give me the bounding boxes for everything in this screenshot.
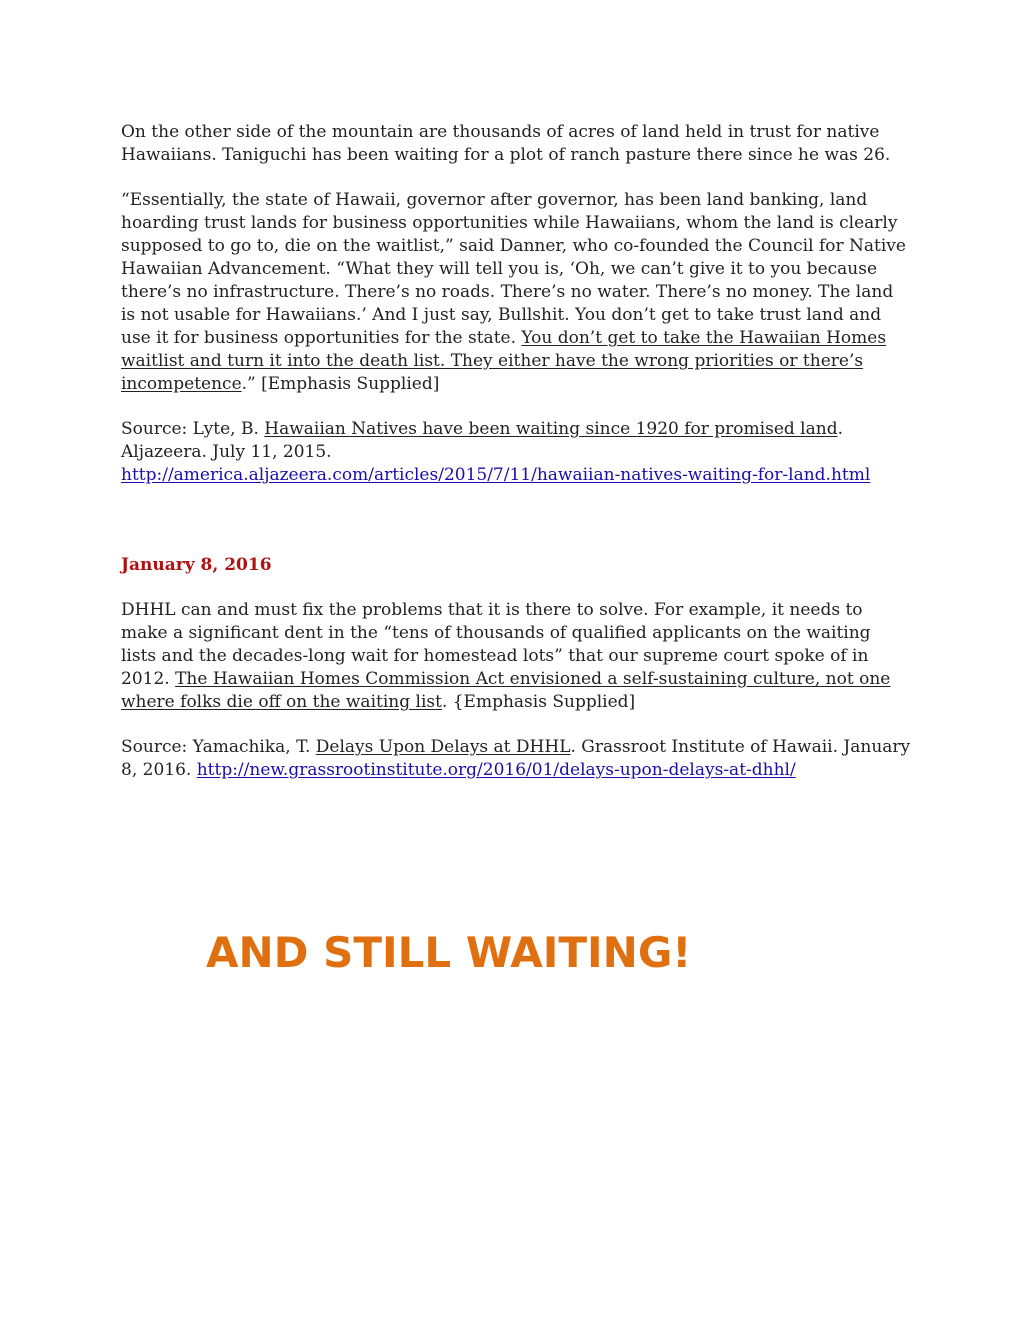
source-suffix: . Aljazeera. July 11, 2015. (121, 419, 843, 462)
emphasized-text: The Hawaiian Homes Commission Act envisioned a self-sustaining culture, not one where folks die off on the waiting list (121, 669, 891, 712)
paragraph-text: On the other side of the mountain are thousands of acres of land held in trust for native Hawaiians. Taniguchi has been waiting for a plot of ranch pasture there since he was 26. (121, 122, 891, 165)
paragraph-danner-quote (121, 189, 911, 396)
paragraph-tail: . {Emphasis Supplied] (441, 692, 636, 712)
quote-tail: .” [Emphasis Supplied] (241, 374, 440, 394)
source-link-grassroot[interactable]: http://new.grassrootinstitute.org/2016/01/delays-upon-delays-at-dhhl/ (196, 760, 796, 780)
document-body (121, 121, 911, 782)
source-article-title: Delays Upon Delays at DHHL (315, 737, 571, 757)
source-prefix: Source: Yamachika, T. (121, 737, 316, 757)
paragraph-dhhl (121, 599, 911, 714)
date-heading: January 8, 2016 (121, 555, 272, 575)
paragraph-text: DHHL can and must fix the problems that it is there to solve. For example, it needs to make a significant dent in the “tens of thousands of qualified applicants on the waiting lists and the decades-long wait for homestead lots” that our supreme court spoke of in 2012. (121, 600, 871, 689)
quote-text: “Essentially, the state of Hawaii, governor after governor, has been land banking, land hoarding trust lands for business opportunities while Hawaiians, whom the land is clearly supposed to go to, die on the waitlist,” said Danner, who co-founded the Council for Native Hawaiian Advancement. “What they will tell you is, ‘Oh, we can’t give it to you because there’s no infrastructure. There’s no roads. There’s no water. There’s no money. The land is not usable for Hawaiians.’ And I just say, Bullshit. You don’t get to take trust land and use it for business opportunities for the state. (121, 190, 906, 348)
source-article-title: Hawaiian Natives have been waiting since 1920 for promised land (264, 419, 838, 439)
source-prefix: Source: Lyte, B. (121, 419, 265, 439)
still-waiting-banner: AND STILL WAITING! (206, 928, 692, 977)
source-citation-grassroot (121, 736, 911, 782)
paragraph-taniguchi (121, 121, 911, 167)
source-citation-aljazeera (121, 418, 911, 487)
source-suffix: . Grassroot Institute of Hawaii. January 8, 2016. (121, 737, 911, 780)
source-link-aljazeera[interactable]: http://america.aljazeera.com/articles/2015/7/11/hawaiian-natives-waiting-for-land.html (121, 465, 871, 485)
emphasized-quote: You don’t get to take the Hawaiian Homes waitlist and turn it into the death list. They either have the wrong priorities or there’s incompetence (121, 328, 887, 394)
